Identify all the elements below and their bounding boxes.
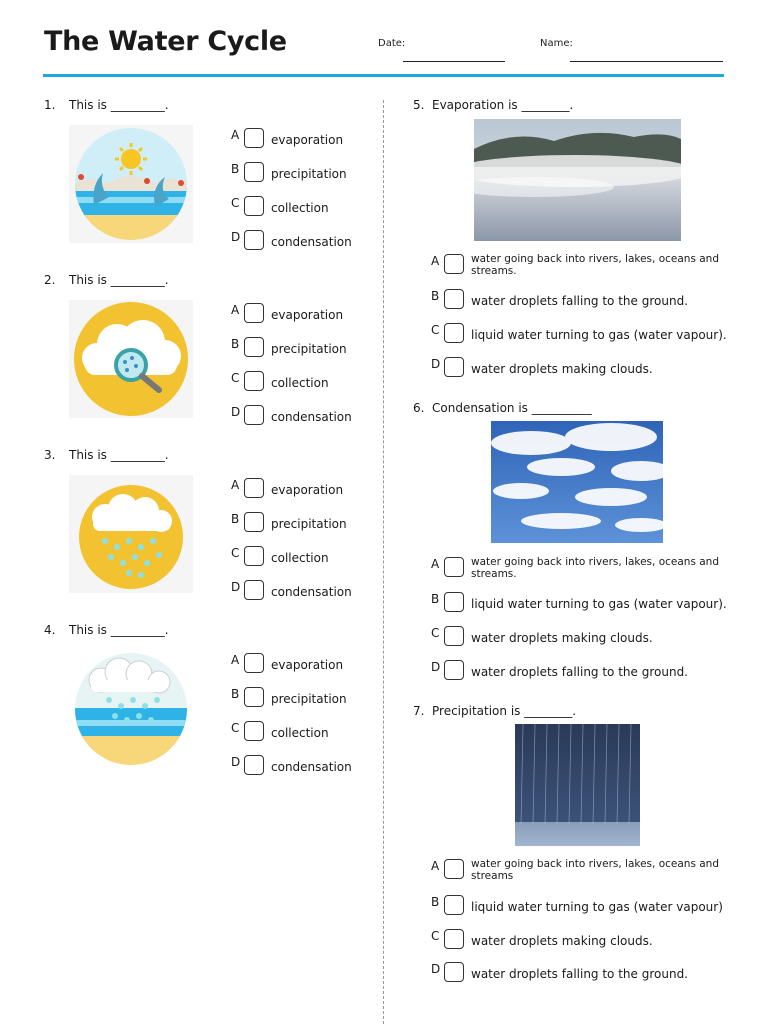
- checkbox[interactable]: [444, 859, 464, 879]
- checkbox[interactable]: [244, 687, 264, 707]
- checkbox[interactable]: [444, 357, 464, 377]
- question-prompt: Condensation is __________: [432, 401, 592, 415]
- checkbox[interactable]: [444, 592, 464, 612]
- checkbox[interactable]: [244, 755, 264, 775]
- checkbox[interactable]: [444, 289, 464, 309]
- question-number: 6.: [413, 401, 425, 415]
- checkbox[interactable]: [444, 557, 464, 577]
- question-number: 4.: [44, 623, 56, 637]
- checkbox[interactable]: [444, 660, 464, 680]
- checkbox[interactable]: [244, 371, 264, 391]
- condensation-illustration: [69, 300, 193, 418]
- question-prompt: Evaporation is ________.: [432, 98, 574, 112]
- rain-photo: [515, 724, 640, 846]
- checkbox[interactable]: [444, 254, 464, 274]
- name-label: Name:: [540, 38, 573, 49]
- checkbox[interactable]: [244, 653, 264, 673]
- checkbox[interactable]: [444, 626, 464, 646]
- question-prompt: Precipitation is ________.: [432, 704, 577, 718]
- collection-illustration: [69, 650, 193, 768]
- column-divider: [383, 100, 384, 1024]
- misty-lake-photo: [474, 119, 681, 241]
- page-title: The Water Cycle: [44, 26, 287, 57]
- checkbox[interactable]: [244, 512, 264, 532]
- checkbox[interactable]: [244, 303, 264, 323]
- checkbox[interactable]: [244, 478, 264, 498]
- question-number: 7.: [413, 704, 425, 718]
- checkbox[interactable]: [444, 323, 464, 343]
- name-field[interactable]: [570, 61, 723, 62]
- checkbox[interactable]: [244, 337, 264, 357]
- checkbox[interactable]: [244, 162, 264, 182]
- date-field[interactable]: [403, 61, 505, 62]
- question-prompt: This is _________.: [69, 623, 169, 637]
- checkbox[interactable]: [244, 546, 264, 566]
- checkbox[interactable]: [244, 580, 264, 600]
- checkbox[interactable]: [244, 721, 264, 741]
- checkbox[interactable]: [244, 128, 264, 148]
- date-label: Date:: [378, 38, 406, 49]
- cloudy-sky-photo: [491, 421, 663, 543]
- question-number: 1.: [44, 98, 56, 112]
- question-number: 3.: [44, 448, 56, 462]
- checkbox[interactable]: [244, 230, 264, 250]
- checkbox[interactable]: [444, 929, 464, 949]
- header-rule: [43, 74, 724, 77]
- checkbox[interactable]: [244, 196, 264, 216]
- question-prompt: This is _________.: [69, 98, 169, 112]
- checkbox[interactable]: [244, 405, 264, 425]
- evaporation-illustration: [69, 125, 193, 243]
- checkbox[interactable]: [444, 962, 464, 982]
- checkbox[interactable]: [444, 895, 464, 915]
- question-number: 2.: [44, 273, 56, 287]
- question-prompt: This is _________.: [69, 273, 169, 287]
- precipitation-illustration: [69, 475, 193, 593]
- question-prompt: This is _________.: [69, 448, 169, 462]
- question-number: 5.: [413, 98, 425, 112]
